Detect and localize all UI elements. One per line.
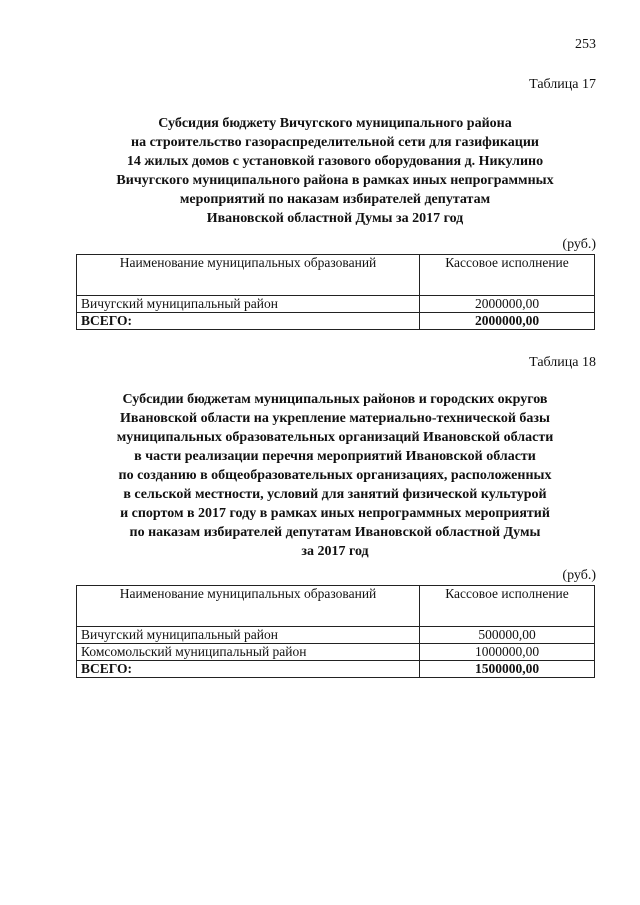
budget-table bbox=[76, 254, 595, 330]
table-title bbox=[60, 114, 610, 228]
title-line: на строительство газораспределительной сети для газификации bbox=[131, 135, 539, 150]
total-label: ВСЕГО: bbox=[77, 313, 420, 330]
table-label: Таблица 18 bbox=[529, 355, 596, 370]
row-amount: 1000000,00 bbox=[420, 644, 595, 661]
total-row bbox=[77, 313, 595, 330]
row-amount: 2000000,00 bbox=[420, 296, 595, 313]
currency-unit: (руб.) bbox=[562, 568, 596, 583]
total-label: ВСЕГО: bbox=[77, 661, 420, 678]
title-line: Ивановской области на укрепление материально-технической базы bbox=[120, 411, 550, 426]
title-line: Ивановской областной Думы за 2017 год bbox=[206, 211, 464, 226]
table-header-row bbox=[77, 255, 595, 296]
total-amount: 1500000,00 bbox=[420, 661, 595, 678]
row-amount: 500000,00 bbox=[420, 627, 595, 644]
budget-table bbox=[76, 585, 595, 678]
currency-unit: (руб.) bbox=[562, 237, 596, 252]
header-name: Наименование муниципальных образований bbox=[77, 255, 420, 296]
title-line: по созданию в общеобразовательных организациях, расположенных bbox=[118, 468, 552, 483]
title-line: в части реализации перечня мероприятий Ивановской области bbox=[134, 449, 536, 464]
row-name: Комсомольский муниципальный район bbox=[77, 644, 420, 661]
table-header-row bbox=[77, 586, 595, 627]
table-row bbox=[77, 627, 595, 644]
table-label: Таблица 17 bbox=[529, 77, 596, 92]
header-amount: Кассовое исполнение bbox=[420, 586, 595, 627]
table-row bbox=[77, 644, 595, 661]
total-amount: 2000000,00 bbox=[420, 313, 595, 330]
table-title bbox=[60, 390, 610, 561]
header-name: Наименование муниципальных образований bbox=[77, 586, 420, 627]
page-number: 253 bbox=[575, 37, 596, 52]
title-line: 14 жилых домов с установкой газового оборудования д. Никулино bbox=[126, 154, 544, 169]
title-line: Субсидия бюджету Вичугского муниципального района bbox=[158, 116, 512, 131]
title-line: за 2017 год bbox=[301, 544, 369, 559]
title-line: мероприятий по наказам избирателей депутатам bbox=[179, 192, 491, 207]
total-row bbox=[77, 661, 595, 678]
title-line: в сельской местности, условий для занятий физической культурой bbox=[123, 487, 547, 502]
header-amount: Кассовое исполнение bbox=[420, 255, 595, 296]
row-name: Вичугский муниципальный район bbox=[77, 296, 420, 313]
title-line: Вичугского муниципального района в рамках иных непрограммных bbox=[116, 173, 554, 188]
title-line: муниципальных образовательных организаций Ивановской области bbox=[116, 430, 554, 445]
title-line: Субсидии бюджетам муниципальных районов и городских округов bbox=[122, 392, 548, 407]
row-name: Вичугский муниципальный район bbox=[77, 627, 420, 644]
title-line: и спортом в 2017 году в рамках иных непрограммных мероприятий bbox=[120, 506, 550, 521]
table-row bbox=[77, 296, 595, 313]
title-line: по наказам избирателей депутатам Ивановской областной Думы bbox=[129, 525, 541, 540]
